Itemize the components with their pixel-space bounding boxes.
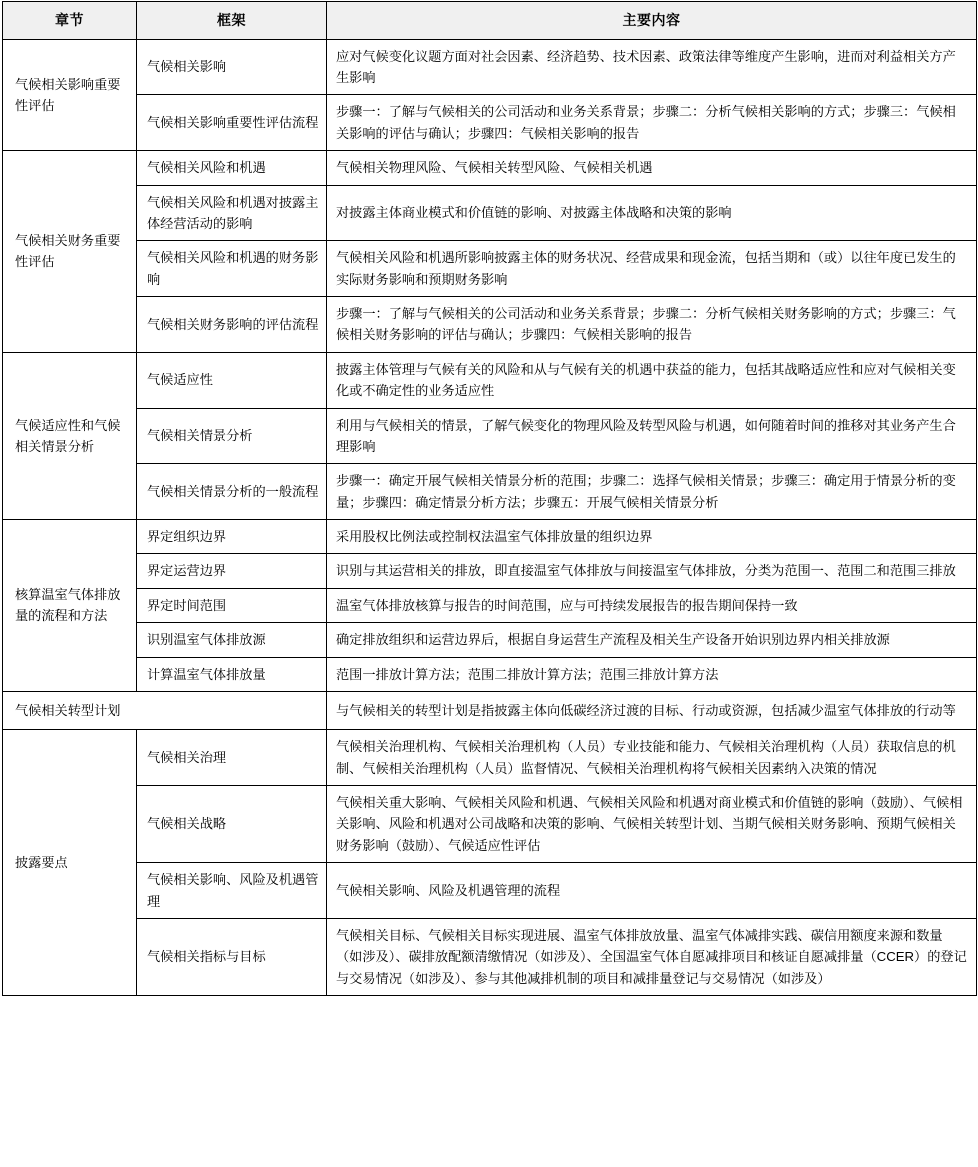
table-row bbox=[3, 623, 977, 657]
table-body bbox=[3, 39, 977, 995]
column-header-chapter: 章节 bbox=[3, 2, 137, 40]
column-header-content: 主要内容 bbox=[327, 2, 977, 40]
table-row bbox=[3, 408, 977, 464]
table-row bbox=[3, 352, 977, 408]
table-row bbox=[3, 520, 977, 554]
framework-cell: 气候相关战略 bbox=[137, 786, 327, 863]
content-cell: 气候相关风险和机遇所影响披露主体的财务状况、经营成果和现金流，包括当期和（或）以往年度已发生的实际财务影响和预期财务影响 bbox=[327, 241, 977, 297]
framework-cell: 识别温室气体排放源 bbox=[137, 623, 327, 657]
framework-cell: 气候相关情景分析 bbox=[137, 408, 327, 464]
table-row bbox=[3, 151, 977, 185]
section-chapter-cell: 气候相关财务重要性评估 bbox=[3, 151, 137, 353]
content-cell: 步骤一：确定开展气候相关情景分析的范围；步骤二：选择气候相关情景；步骤三：确定用于情景分析的变量；步骤四：确定情景分析方法；步骤五：开展气候相关情景分析 bbox=[327, 464, 977, 520]
content-cell: 应对气候变化议题方面对社会因素、经济趋势、技术因素、政策法律等维度产生影响，进而对利益相关方产生影响 bbox=[327, 39, 977, 95]
section-chapter-cell: 气候适应性和气候相关情景分析 bbox=[3, 352, 137, 519]
content-cell: 气候相关影响、风险及机遇管理的流程 bbox=[327, 863, 977, 919]
content-cell: 利用与气候相关的情景，了解气候变化的物理风险及转型风险与机遇，如何随着时间的推移对其业务产生合理影响 bbox=[327, 408, 977, 464]
table-row bbox=[3, 554, 977, 588]
content-cell: 气候相关重大影响、气候相关风险和机遇、气候相关风险和机遇对商业模式和价值链的影响（鼓励）、气候相关影响、风险和机遇对公司战略和决策的影响、气候相关转型计划、当期气候相关财务影响、预期气候相关财务影响（鼓励）、气候适应性评估 bbox=[327, 786, 977, 863]
table-row bbox=[3, 863, 977, 919]
content-cell: 与气候相关的转型计划是指披露主体向低碳经济过渡的目标、行动或资源，包括减少温室气体排放的行动等 bbox=[327, 691, 977, 729]
framework-cell: 气候相关影响 bbox=[137, 39, 327, 95]
framework-cell: 气候相关风险和机遇 bbox=[137, 151, 327, 185]
framework-cell: 计算温室气体排放量 bbox=[137, 657, 327, 691]
content-cell: 确定排放组织和运营边界后，根据自身运营生产流程及相关生产设备开始识别边界内相关排放源 bbox=[327, 623, 977, 657]
section-chapter-cell-wide: 气候相关转型计划 bbox=[3, 691, 327, 729]
framework-cell: 界定运营边界 bbox=[137, 554, 327, 588]
table-row bbox=[3, 241, 977, 297]
table-row bbox=[3, 730, 977, 786]
framework-cell: 气候相关影响、风险及机遇管理 bbox=[137, 863, 327, 919]
section-chapter-cell: 披露要点 bbox=[3, 730, 137, 996]
content-cell: 采用股权比例法或控制权法温室气体排放量的组织边界 bbox=[327, 520, 977, 554]
table-row bbox=[3, 691, 977, 729]
framework-cell: 界定时间范围 bbox=[137, 588, 327, 622]
table-row bbox=[3, 95, 977, 151]
content-cell: 气候相关物理风险、气候相关转型风险、气候相关机遇 bbox=[327, 151, 977, 185]
table-header-row bbox=[3, 2, 977, 40]
table-row bbox=[3, 918, 977, 995]
table-header bbox=[3, 2, 977, 40]
table-row bbox=[3, 297, 977, 353]
section-chapter-cell: 气候相关影响重要性评估 bbox=[3, 39, 137, 151]
framework-cell: 气候相关影响重要性评估流程 bbox=[137, 95, 327, 151]
framework-cell: 气候相关财务影响的评估流程 bbox=[137, 297, 327, 353]
section-chapter-cell: 核算温室气体排放量的流程和方法 bbox=[3, 520, 137, 692]
content-cell: 范围一排放计算方法；范围二排放计算方法；范围三排放计算方法 bbox=[327, 657, 977, 691]
climate-disclosure-framework-table bbox=[2, 1, 977, 996]
content-cell: 步骤一：了解与气候相关的公司活动和业务关系背景；步骤二：分析气候相关影响的方式；步骤三：气候相关影响的评估与确认；步骤四：气候相关影响的报告 bbox=[327, 95, 977, 151]
content-cell: 气候相关目标、气候相关目标实现进展、温室气体排放放量、温室气体减排实践、碳信用额度来源和数量（如涉及）、碳排放配额清缴情况（如涉及）、全国温室气体自愿减排项目和核证自愿减排量（CCER）的登记与交易情况（如涉及）、参与其他减排机制的项目和减排量登记与交易情况（如涉及） bbox=[327, 918, 977, 995]
framework-cell: 界定组织边界 bbox=[137, 520, 327, 554]
content-cell: 步骤一：了解与气候相关的公司活动和业务关系背景；步骤二：分析气候相关财务影响的方式；步骤三：气候相关财务影响的评估与确认；步骤四：气候相关影响的报告 bbox=[327, 297, 977, 353]
framework-cell: 气候相关风险和机遇的财务影响 bbox=[137, 241, 327, 297]
framework-cell: 气候相关情景分析的一般流程 bbox=[137, 464, 327, 520]
table-row bbox=[3, 657, 977, 691]
content-cell: 对披露主体商业模式和价值链的影响、对披露主体战略和决策的影响 bbox=[327, 185, 977, 241]
table-row bbox=[3, 185, 977, 241]
table-row bbox=[3, 39, 977, 95]
column-header-framework: 框架 bbox=[137, 2, 327, 40]
framework-cell: 气候相关指标与目标 bbox=[137, 918, 327, 995]
table-row bbox=[3, 588, 977, 622]
framework-cell: 气候适应性 bbox=[137, 352, 327, 408]
content-cell: 识别与其运营相关的排放，即直接温室气体排放与间接温室气体排放，分类为范围一、范围二和范围三排放 bbox=[327, 554, 977, 588]
content-cell: 披露主体管理与气候有关的风险和从与气候有关的机遇中获益的能力，包括其战略适应性和应对气候相关变化或不确定性的业务适应性 bbox=[327, 352, 977, 408]
framework-cell: 气候相关风险和机遇对披露主体经营活动的影响 bbox=[137, 185, 327, 241]
table-row bbox=[3, 464, 977, 520]
content-cell: 气候相关治理机构、气候相关治理机构（人员）专业技能和能力、气候相关治理机构（人员）获取信息的机制、气候相关治理机构（人员）监督情况、气候相关治理机构将气候相关因素纳入决策的情况 bbox=[327, 730, 977, 786]
content-cell: 温室气体排放核算与报告的时间范围，应与可持续发展报告的报告期间保持一致 bbox=[327, 588, 977, 622]
table-row bbox=[3, 786, 977, 863]
framework-cell: 气候相关治理 bbox=[137, 730, 327, 786]
